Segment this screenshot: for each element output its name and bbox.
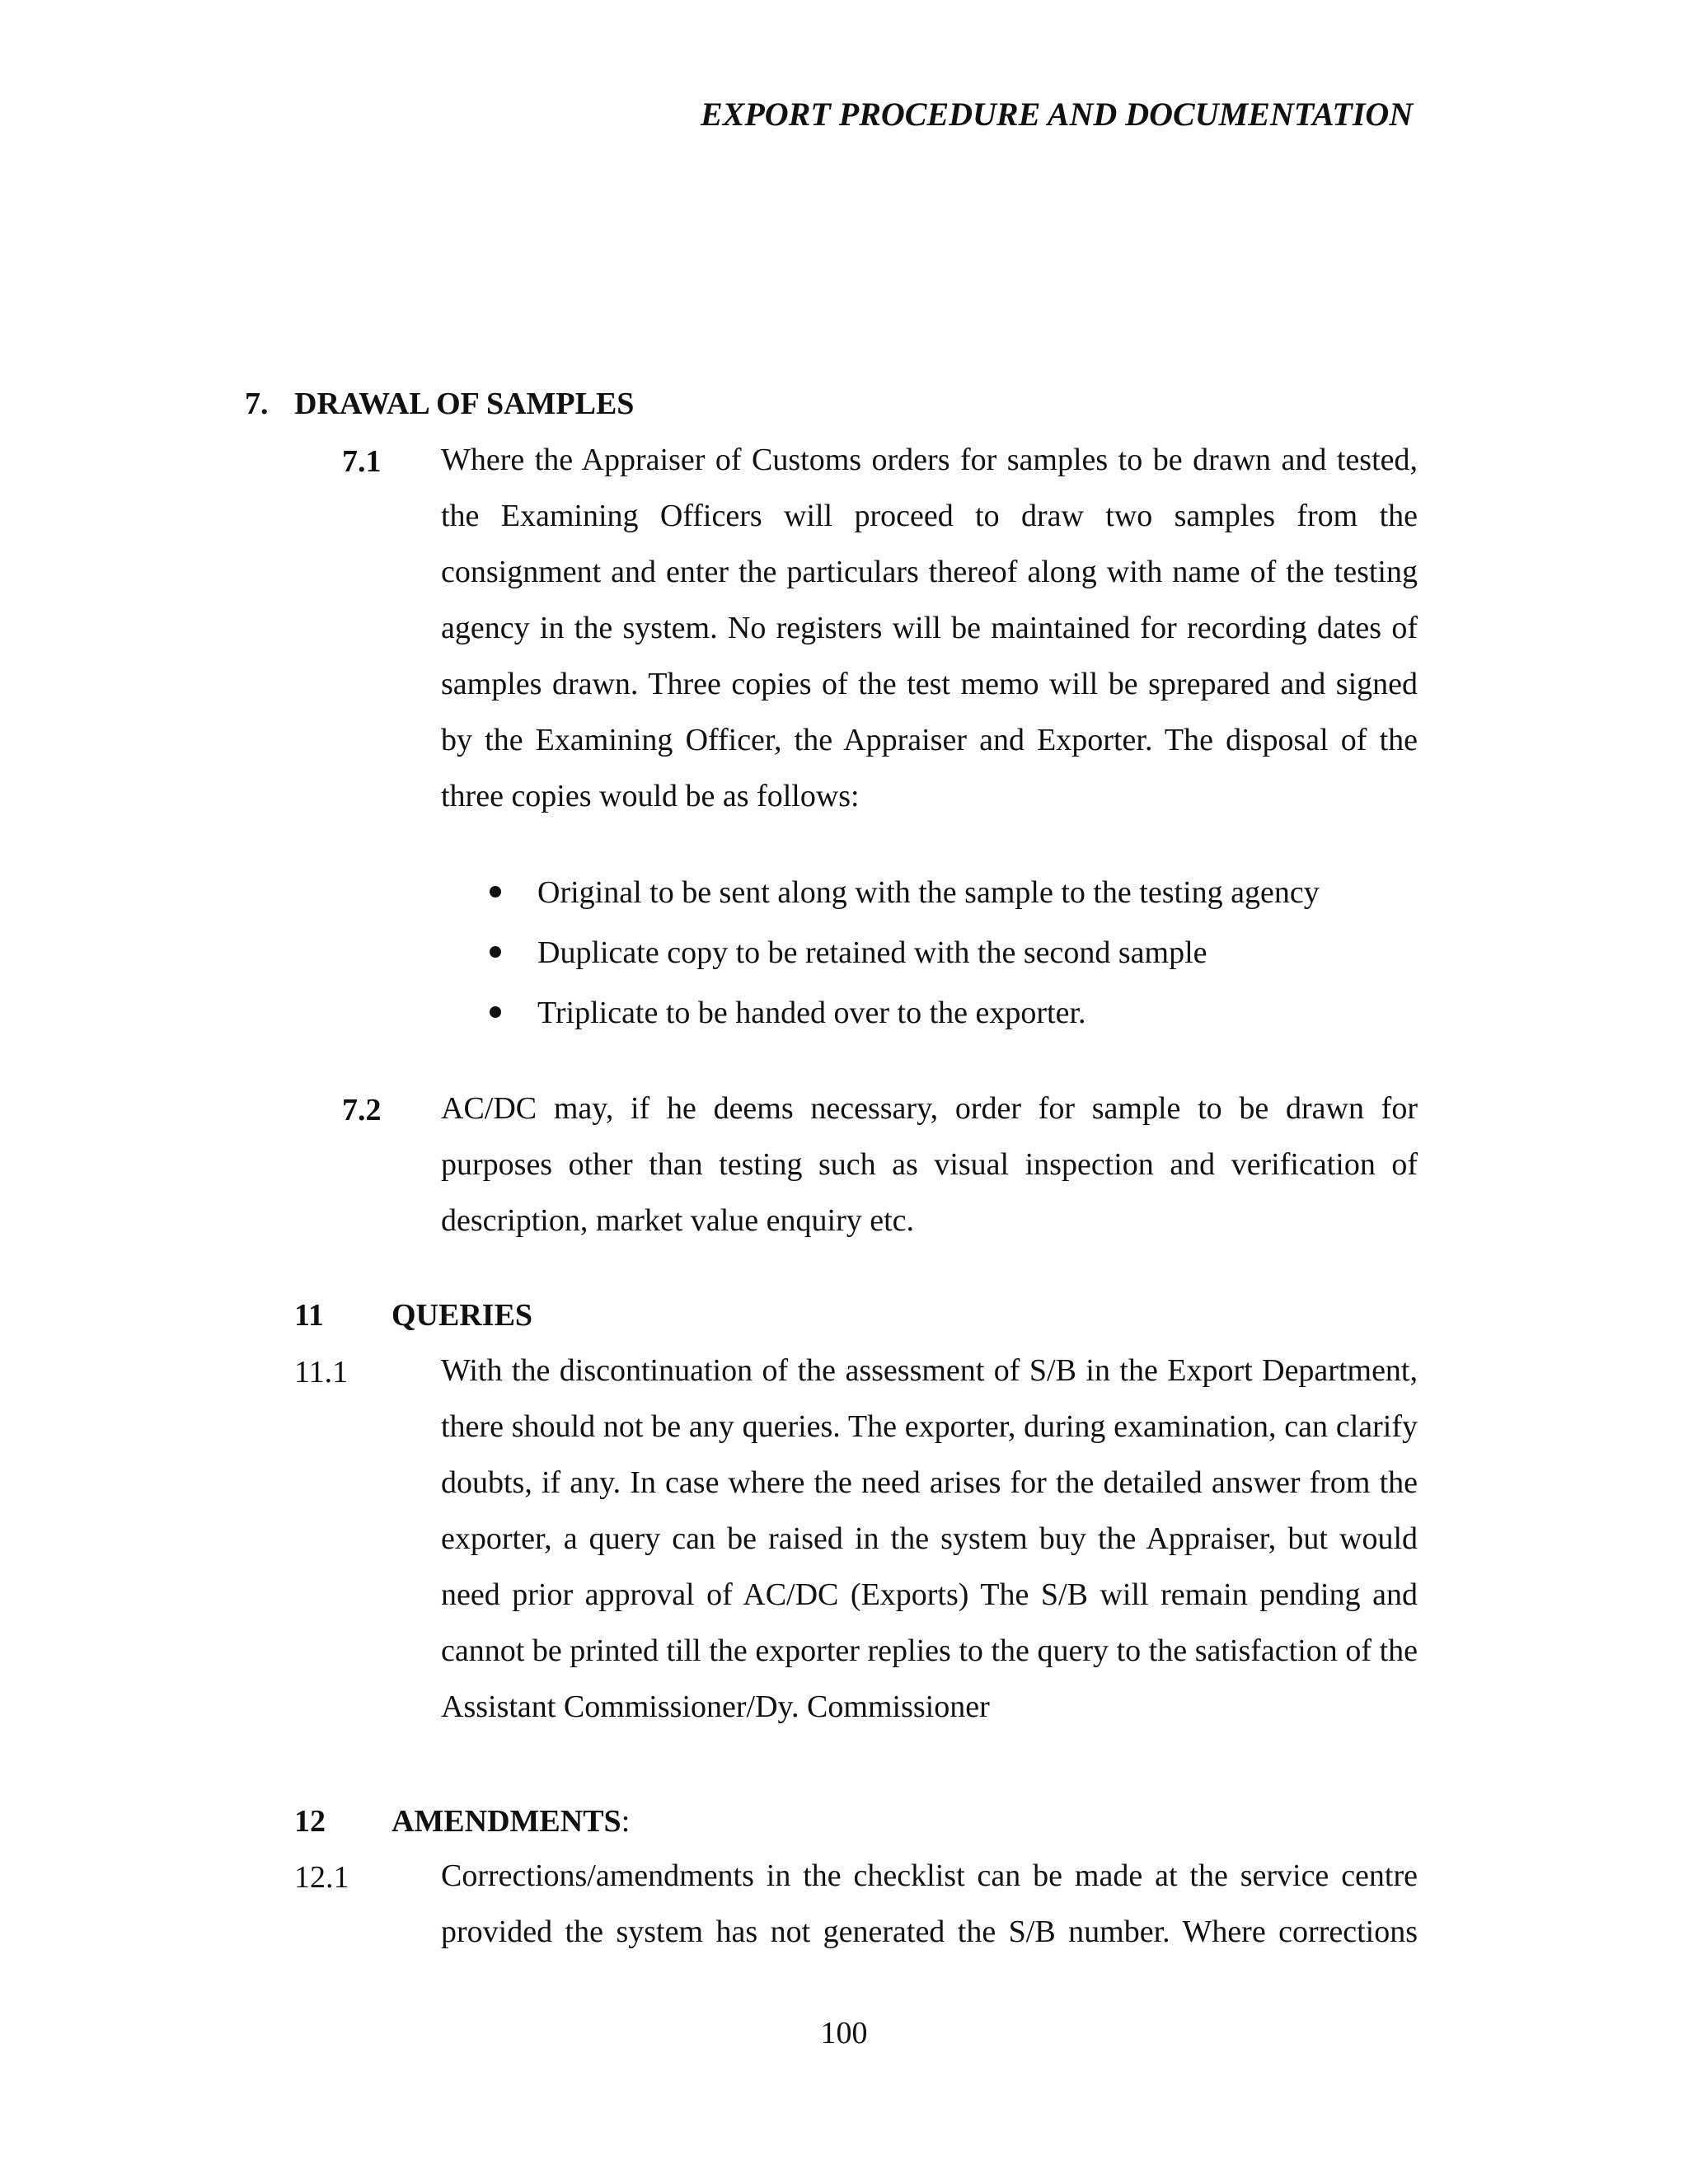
bullet-text: Original to be sent along with the sample to the testing agency xyxy=(537,875,1320,910)
subsection-7-1-number: 7.1 xyxy=(342,444,382,479)
subsection-11-1-number: 11.1 xyxy=(294,1355,349,1390)
bullet-icon xyxy=(490,886,501,898)
list-item xyxy=(486,873,1418,933)
list-item xyxy=(486,993,1418,1053)
bullet-text: Duplicate copy to be retained with the second sample xyxy=(537,935,1207,970)
page-number: 100 xyxy=(820,2016,868,2050)
subsection-12-1-number: 12.1 xyxy=(294,1860,349,1895)
bullet-icon xyxy=(490,946,501,958)
section-12-colon: : xyxy=(621,1804,631,1839)
subsection-7-2-number: 7.2 xyxy=(342,1093,382,1127)
section-12-number: 12 xyxy=(294,1804,326,1839)
disposal-bullet-list xyxy=(486,873,1418,1053)
list-item xyxy=(486,933,1418,993)
subsection-11-1-text: With the discontinuation of the assessment of S/B in the Export Department, there should not be any queries. The exporter, during examination, can clarify doubts, if any. In case where the need arises for the detailed answer from the exporter, a query can be raised in the system buy the Appraiser, but would need prior approval of AC/DC (Exports) The S/B will remain pending and cannot be printed till the exporter replies to the query to the satisfaction of the Assistant Commissioner/Dy. Commissioner xyxy=(441,1353,1418,1724)
section-11-title: QUERIES xyxy=(392,1298,533,1333)
section-11-number: 11 xyxy=(294,1298,324,1333)
section-7-title: DRAWAL OF SAMPLES xyxy=(294,387,635,421)
bullet-icon xyxy=(490,1006,501,1018)
bullet-text: Triplicate to be handed over to the exporter. xyxy=(537,996,1086,1030)
subsection-7-1-text: Where the Appraiser of Customs orders for samples to be drawn and tested, the Examining Officers will proceed to draw two samples from the consignment and enter the particulars thereof along with name of the testing agency in the system. No registers will be maintained for recording dates of samples drawn. Three copies of the test memo will be sprepared and signed by the Examining Officer, the Appraiser and Exporter. The disposal of the three copies would be as follows: xyxy=(441,443,1418,813)
section-7-heading xyxy=(245,386,634,422)
subsection-7-2-text: AC/DC may, if he deems necessary, order for sample to be drawn for purposes other than testing such as visual inspection and verification of description, market value enquiry etc. xyxy=(441,1091,1418,1238)
section-12-title: AMENDMENTS xyxy=(392,1804,621,1839)
section-12-heading xyxy=(294,1803,630,1840)
section-11-heading xyxy=(294,1297,532,1333)
section-7-number: 7. xyxy=(245,387,269,421)
running-header: EXPORT PROCEDURE AND DOCUMENTATION xyxy=(701,96,1414,133)
subsection-12-1-text: Corrections/amendments in the checklist can be made at the service centre provided the system has not generated the S/B number. Where corrections xyxy=(441,1858,1418,1949)
